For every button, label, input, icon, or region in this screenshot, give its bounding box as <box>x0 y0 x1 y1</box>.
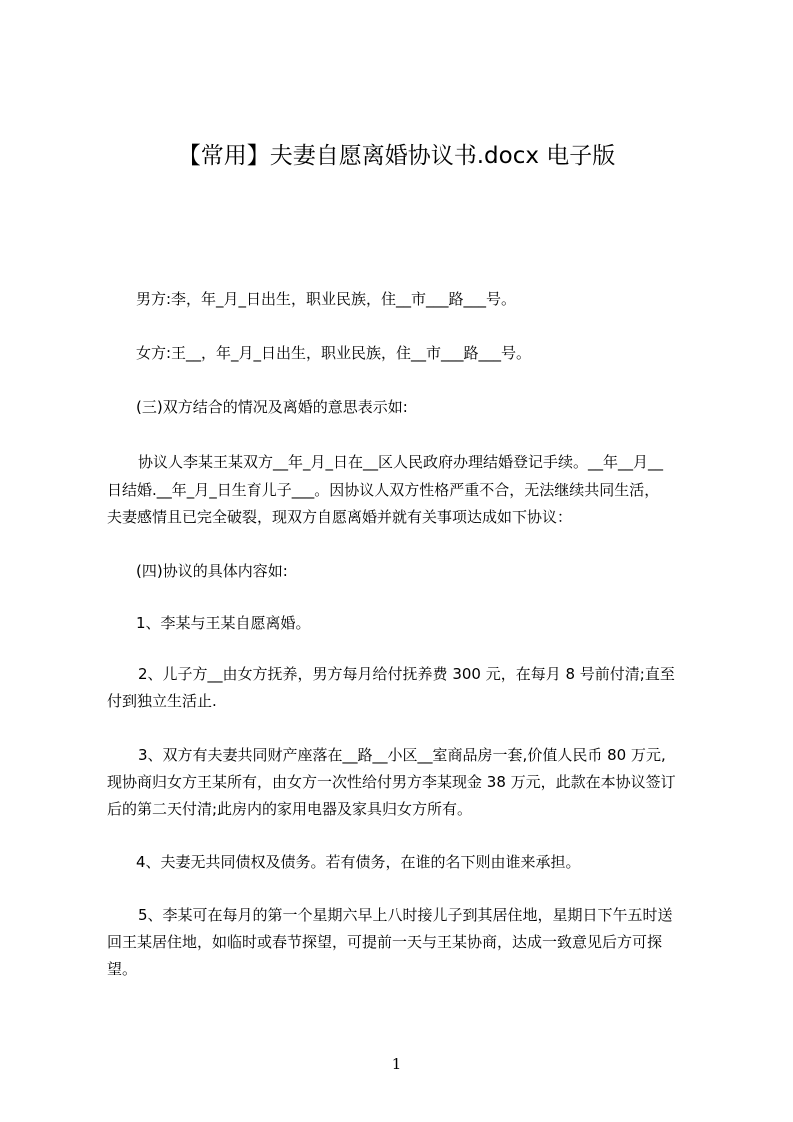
clause-2-line: 2、儿子方__由女方抚养，男方每月给付抚养费 300 元，在每月 8 号前付清;直至 <box>138 665 675 683</box>
clause-3-line: 3、双方有夫妻共同财产座落在__路__小区__室商品房一套,价值人民币 80 万元, <box>138 746 666 764</box>
section-three-body-line: 夫妻感情且已完全破裂，现双方自愿离婚并就有关事项达成如下协议： <box>107 508 573 526</box>
female-party-line: 女方:王__，年_月_日出生，职业民族，住__市___路___号。 <box>136 344 532 362</box>
clause-3-line: 后的第二天付清;此房内的家用电器及家具归女方所有。 <box>107 800 473 818</box>
section-three-body-line: 协议人李某王某双方__年_月_日在__区人民政府办理结婚登记手续。__年__月__ <box>138 453 664 471</box>
clause-3-line: 现协商归女方王某所有，由女方一次性给付男方李某现金 38 万元，此款在本协议签订 <box>107 773 676 791</box>
document-title: 【常用】夫妻自愿离婚协议书.docx 电子版 <box>177 143 616 169</box>
section-four-heading: (四)协议的具体内容如: <box>136 562 288 580</box>
section-three-body-line: 日结婚.__年_月_日生育儿子___。因协议人双方性格严重不合，无法继续共同生活， <box>107 481 660 499</box>
section-three-heading: (三)双方结合的情况及离婚的意思表示如: <box>136 398 408 416</box>
clause-4: 4、夫妻无共同债权及债务。若有债务，在谁的名下则由谁来承担。 <box>136 853 581 871</box>
clause-1: 1、李某与王某自愿离婚。 <box>136 614 311 632</box>
clause-5-line: 望。 <box>107 960 138 978</box>
male-party-line: 男方:李，年_月_日出生，职业民族，住__市___路___号。 <box>136 290 517 308</box>
clause-5-line: 回王某居住地，如临时或春节探望，可提前一天与王某协商，达成一致意见后方可探 <box>107 933 663 951</box>
page-number: 1 <box>391 1055 402 1073</box>
clause-5-line: 5、李某可在每月的第一个星期六早上八时接儿子到其居住地，星期日下午五时送 <box>138 906 673 924</box>
clause-2-line: 付到独立生活止. <box>107 692 217 710</box>
